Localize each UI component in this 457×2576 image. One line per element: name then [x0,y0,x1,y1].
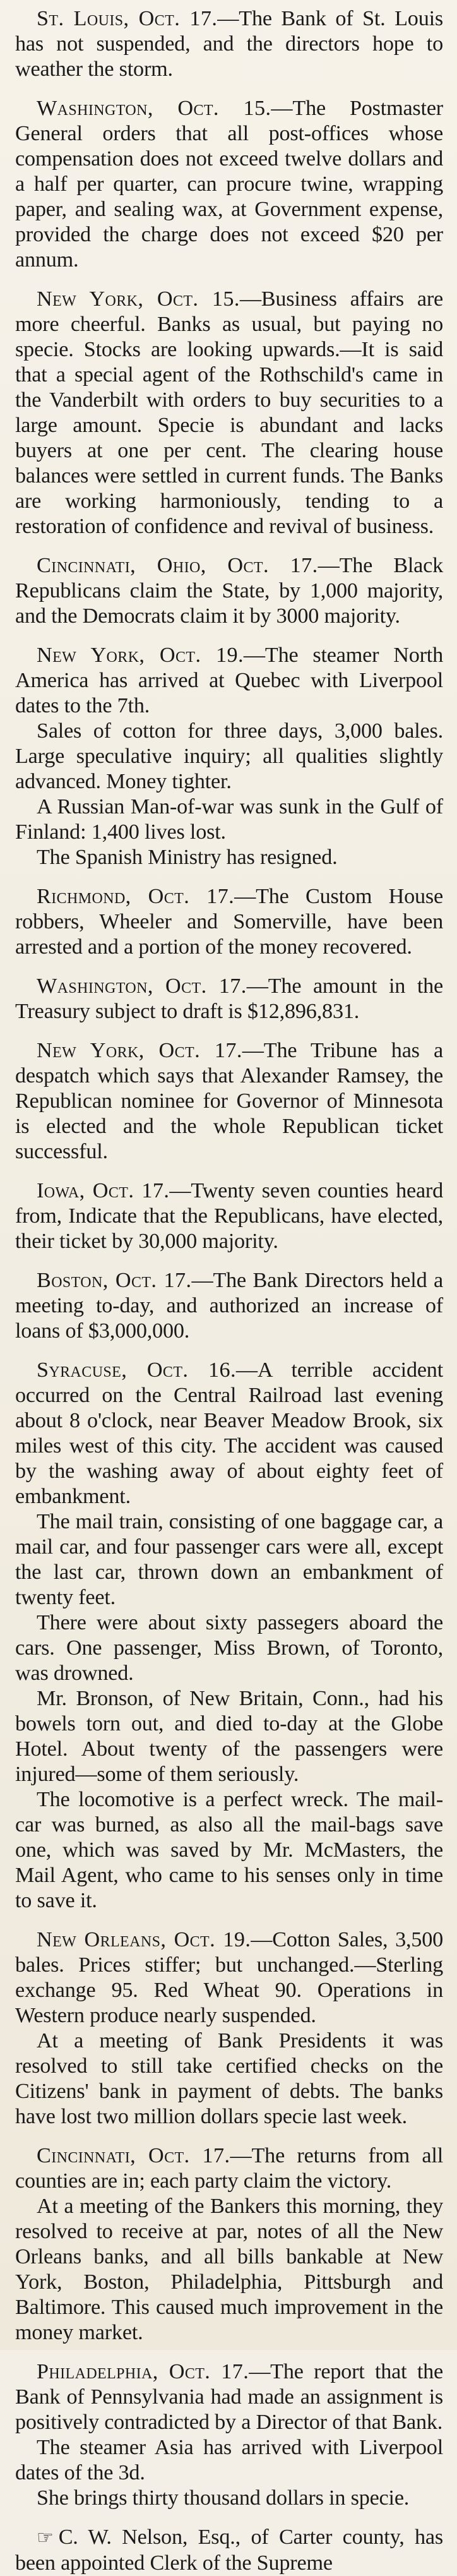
dateline: St. Louis, Oct. 17. [37,7,218,30]
news-item [15,719,443,794]
pointing-hand-icon: ☞ [37,2527,54,2549]
dateline: Cincinnati, Oct. 17. [37,2144,230,2167]
news-item [15,1358,443,1509]
news-item [15,1787,443,1914]
item-text: Mr. Bronson, of New Britain, Conn., had his bowels torn out, and died to-day at the Globe Hotel. About twenty of the passengers were injured—some of them seriously. [15,1687,443,1786]
news-item [15,1509,443,1610]
dateline: Syracuse, Oct. 16. [37,1358,236,1382]
dateline: New Orleans, Oct. 19. [37,1928,251,1951]
news-item [15,794,443,845]
item-text: The steamer Asia has arrived with Liverpool dates of the 3d. [15,2436,443,2484]
item-text: Sales of cotton for three days, 3,000 bales. Large speculative inquiry; all qualities slightly advanced. Money tighter. [15,719,443,793]
item-text: At a meeting of Bank Presidents it was resolved to still take certified checks on the Citizens' bank in payment of debts. The banks have lost two million dollars specie last week. [15,2029,443,2128]
item-text: —The Bank of St. Louis has not suspended, and the directors hope to weather the storm. [15,7,443,81]
news-item [15,96,443,273]
news-item [15,2435,443,2486]
item-text: A Russian Man-of-war was sunk in the Gulf of Finland: 1,400 lives lost. [15,795,443,844]
dateline: Washington, Oct. 15. [37,97,271,120]
item-text: —The returns from all counties are in; each party claim the victory. [15,2144,443,2193]
news-item [15,2359,443,2435]
dateline: Boston, Oct. 17. [37,1269,192,1292]
final-notice-text: C. W. Nelson, Esq., of Carter county, has been appointed Clerk of the Supreme [15,2525,443,2575]
news-item [15,1038,443,1165]
news-item [15,2486,443,2511]
dateline: Richmond, Oct. 17. [37,885,235,908]
item-text: The mail train, consisting of one baggage car, a mail car, and four passenger cars were all, except the last car, thrown down an embankment of twenty feet. [15,1510,443,1609]
dateline: New York, Oct. 17. [37,1039,242,1062]
news-item [15,643,443,719]
dateline: New York, Oct. 15. [37,287,240,311]
item-text: —The Postmaster General orders that all post-offices whose compensation does not exceed twelve dollars and a half per quarter, can procure twine, wrapping paper, and sealing wax, at Government expense, provided the charge does not exceed $20 per annum. [15,97,443,272]
item-text: There were about sixty passegers aboard the cars. One passenger, Miss Brown, of Toronto, was drowned. [15,1611,443,1685]
item-text: —The amount in the Treasury subject to draft is $12,896,831. [15,974,443,1023]
news-item [15,1927,443,2028]
item-text: —The report that the Bank of Pennsylvania had made an assignment is positively contradicted by a Director of that Bank. [15,2360,443,2434]
item-text: —Twenty seven counties heard from, Indicate that the Republicans, have elected, their ticket by 30,000 majority. [15,1179,444,1253]
news-item [15,2143,443,2194]
item-text: —A terrible accident occurred on the Central Railroad last evening about 8 o'clock, near Beaver Meadow Brook, six miles west of this city. The accident was caused by the washing away of about eighty feet of embankment. [15,1358,443,1508]
item-text: She brings thirty thousand dollars in specie. [37,2486,410,2510]
dateline: Washington, Oct. 17. [37,974,247,998]
item-text: —The Black Republicans claim the State, by 1,000 majority, and the Democrats claim it by 3000 majority. [15,554,443,628]
news-item [15,1686,443,1787]
item-text: The locomotive is a perfect wreck. The mail-car was burned, as also all the mail-bags save one, which was saved by Mr. McMasters, the Mail Agent, who came to his senses only in time to save it. [15,1788,443,1912]
news-item [15,845,443,870]
item-text: —Business affairs are more cheerful. Banks as usual, but paying no specie. Stocks are looking upwards.—It is said that a special agent of the Rothschild's came in the Vanderbilt with orders to buy securities to a large amount. Specie is abundant and lacks buyers at one per cent. The clearing house balances were settled in current funds. The Banks are working harmoniously, tending to a restoration of confidence and revival of business. [15,287,444,538]
news-item [15,1178,443,1254]
item-text: —The Bank Directors held a meeting to-day, and authorized an increase of loans of $3,000,000. [15,1269,443,1343]
item-text: —The steamer North America has arrived at Quebec with Liverpool dates to the 7th. [15,644,443,717]
item-text: At a meeting of the Bankers this morning, they resolved to receive at par, notes of all the New Orleans banks, and all bills bankable at New York, Boston, Philadelphia, Pittsburgh and Baltimore. This caused much improvement in the money market. [15,2195,443,2344]
news-item [15,974,443,1024]
news-item [15,2028,443,2130]
news-item [15,884,443,960]
news-item [15,553,443,629]
dateline: Iowa, Oct. 17. [37,1179,170,1202]
item-text: The Spanish Ministry has resigned. [37,846,338,869]
news-item [15,6,443,82]
dateline: New York, Oct. 19. [37,644,244,667]
news-item [15,2194,443,2345]
news-item [15,287,443,539]
item-text: —The Tribune has a despatch which says that Alexander Ramsey, the Republican nominee for Governor of Minnesota is elected and the whole Republican ticket successful. [15,1039,443,1163]
dateline: Philadelphia, Oct. 17. [37,2360,249,2383]
item-text: —The Custom House robbers, Wheeler and Somerville, have been arrested and a portion of the money recovered. [15,885,443,959]
final-notice [15,2525,443,2576]
news-item [15,1610,443,1686]
item-text: —Cotton Sales, 3,500 bales. Prices stiffer; but unchanged.—Sterling exchange 95. Red Wheat 90. Operations in Western produce nearly suspended. [15,1928,443,2027]
dateline: Cincinnati, Ohio, Oct. 17. [37,554,318,577]
news-item [15,1268,443,1344]
